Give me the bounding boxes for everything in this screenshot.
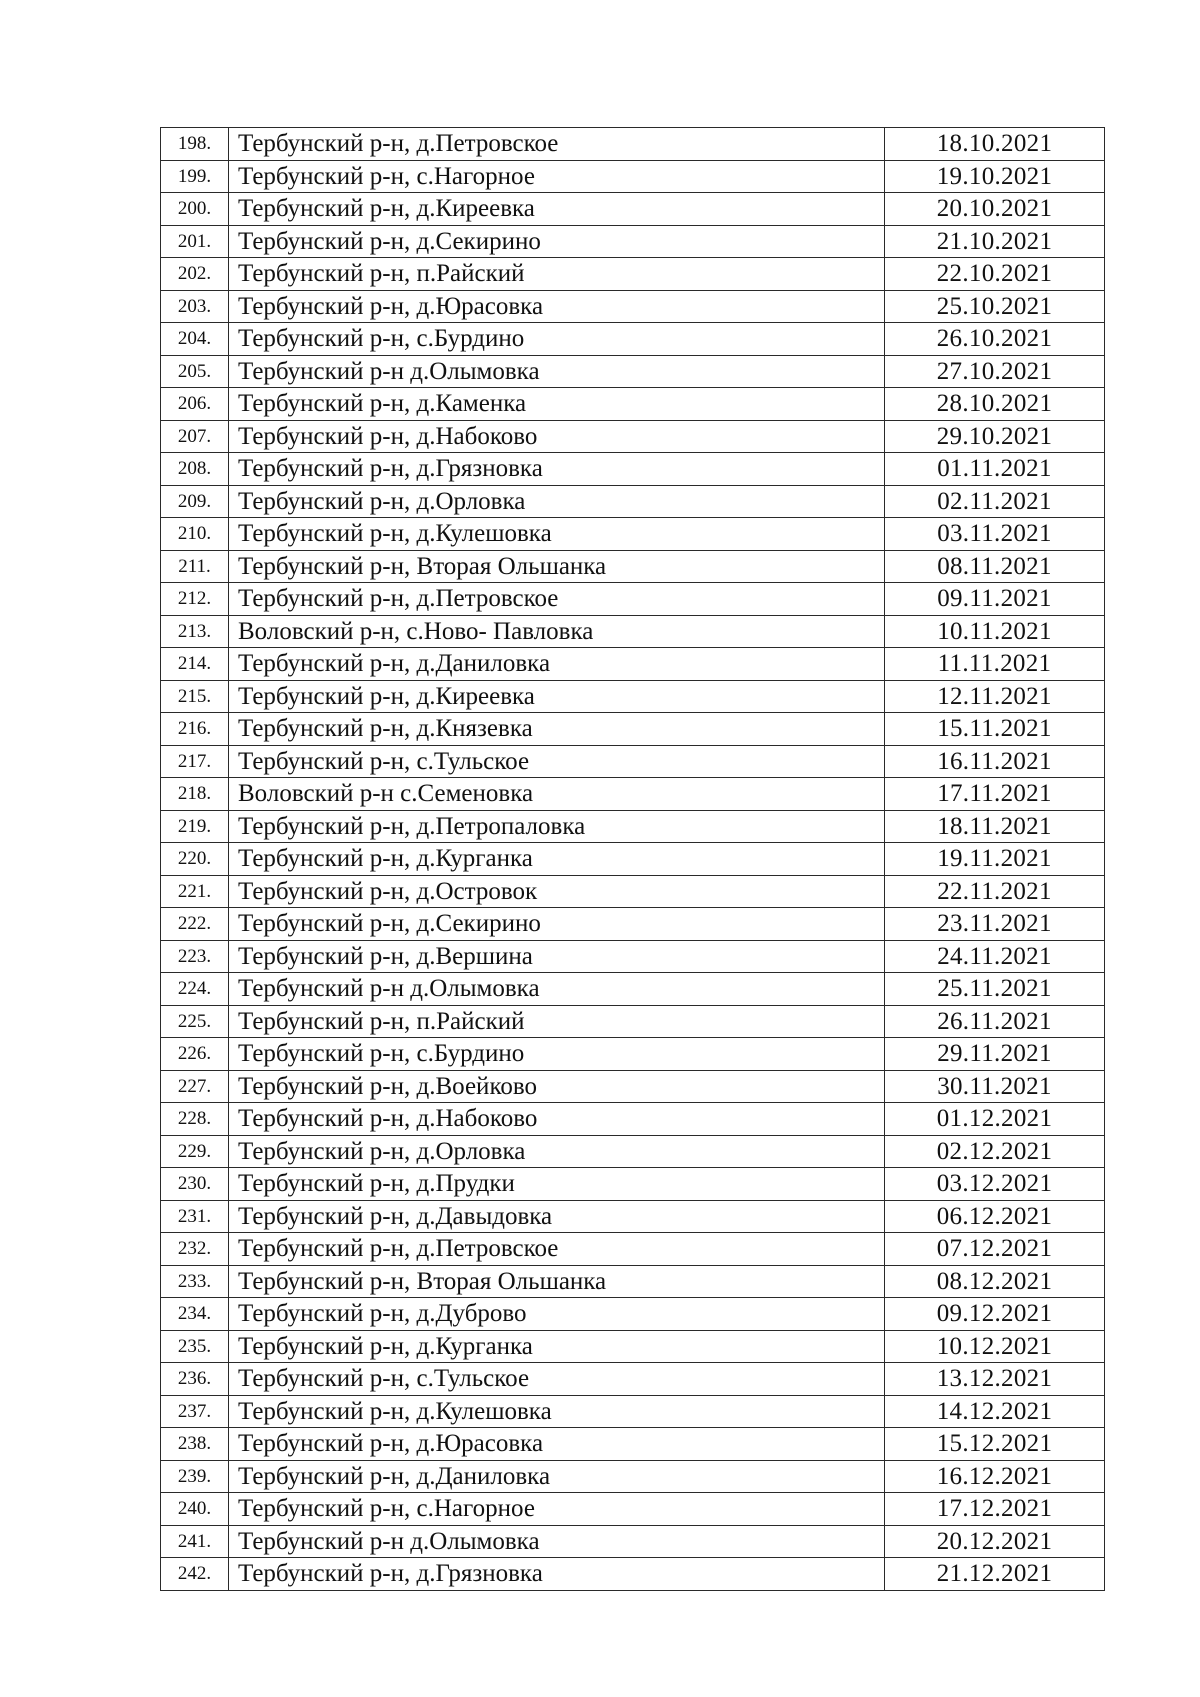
row-number: 210. [161, 518, 229, 551]
row-number: 220. [161, 843, 229, 876]
table-row [161, 680, 1105, 713]
row-date: 16.11.2021 [885, 745, 1105, 778]
row-date: 21.12.2021 [885, 1558, 1105, 1591]
row-date: 18.10.2021 [885, 128, 1105, 161]
row-date: 13.12.2021 [885, 1363, 1105, 1396]
row-number: 233. [161, 1265, 229, 1298]
row-number: 240. [161, 1493, 229, 1526]
row-date: 07.12.2021 [885, 1233, 1105, 1266]
table-row [161, 875, 1105, 908]
row-location: Тербунский р-н, д.Набоково [229, 420, 885, 453]
row-location: Тербунский р-н, д.Каменка [229, 388, 885, 421]
row-number: 221. [161, 875, 229, 908]
row-location: Тербунский р-н, с.Нагорное [229, 1493, 885, 1526]
row-number: 205. [161, 355, 229, 388]
row-number: 227. [161, 1070, 229, 1103]
row-date: 29.11.2021 [885, 1038, 1105, 1071]
table-row [161, 648, 1105, 681]
row-location: Тербунский р-н, д.Кулешовка [229, 1395, 885, 1428]
row-location: Тербунский р-н, д.Грязновка [229, 1558, 885, 1591]
row-date: 15.11.2021 [885, 713, 1105, 746]
table-row [161, 550, 1105, 583]
row-location: Тербунский р-н, д.Даниловка [229, 1460, 885, 1493]
table-row [161, 518, 1105, 551]
table-row [161, 225, 1105, 258]
row-number: 202. [161, 258, 229, 291]
row-date: 28.10.2021 [885, 388, 1105, 421]
row-number: 216. [161, 713, 229, 746]
row-number: 219. [161, 810, 229, 843]
table-row [161, 843, 1105, 876]
table-row [161, 1395, 1105, 1428]
table-row [161, 388, 1105, 421]
table-row [161, 810, 1105, 843]
row-number: 211. [161, 550, 229, 583]
row-location: Тербунский р-н, д.Юрасовка [229, 290, 885, 323]
row-date: 20.10.2021 [885, 193, 1105, 226]
row-location: Тербунский р-н, с.Бурдино [229, 1038, 885, 1071]
table-row [161, 1233, 1105, 1266]
table-row [161, 420, 1105, 453]
table-row [161, 1363, 1105, 1396]
row-location: Тербунский р-н, д.Воейково [229, 1070, 885, 1103]
row-location: Тербунский р-н д.Олымовка [229, 973, 885, 1006]
row-date: 27.10.2021 [885, 355, 1105, 388]
row-location: Тербунский р-н, д.Секирино [229, 225, 885, 258]
row-number: 231. [161, 1200, 229, 1233]
table-row [161, 1298, 1105, 1331]
row-date: 21.10.2021 [885, 225, 1105, 258]
row-location: Тербунский р-н, д.Киреевка [229, 193, 885, 226]
row-number: 199. [161, 160, 229, 193]
row-date: 10.11.2021 [885, 615, 1105, 648]
row-number: 218. [161, 778, 229, 811]
row-date: 24.11.2021 [885, 940, 1105, 973]
row-location: Тербунский р-н, д.Киреевка [229, 680, 885, 713]
table-row [161, 1265, 1105, 1298]
row-number: 217. [161, 745, 229, 778]
row-number: 235. [161, 1330, 229, 1363]
row-location: Тербунский р-н, д.Секирино [229, 908, 885, 941]
row-location: Тербунский р-н, д.Вершина [229, 940, 885, 973]
schedule-table [160, 127, 1105, 1591]
row-location: Тербунский р-н д.Олымовка [229, 355, 885, 388]
row-number: 212. [161, 583, 229, 616]
row-number: 208. [161, 453, 229, 486]
row-number: 237. [161, 1395, 229, 1428]
table-row [161, 713, 1105, 746]
row-number: 198. [161, 128, 229, 161]
row-location: Тербунский р-н, д.Юрасовка [229, 1428, 885, 1461]
table-row [161, 1103, 1105, 1136]
row-number: 236. [161, 1363, 229, 1396]
row-number: 228. [161, 1103, 229, 1136]
row-date: 03.12.2021 [885, 1168, 1105, 1201]
row-date: 02.12.2021 [885, 1135, 1105, 1168]
table-row [161, 290, 1105, 323]
row-date: 01.12.2021 [885, 1103, 1105, 1136]
row-location: Тербунский р-н, Вторая Ольшанка [229, 550, 885, 583]
row-location: Тербунский р-н, п.Райский [229, 1005, 885, 1038]
table-row [161, 940, 1105, 973]
row-location: Тербунский р-н, д.Курганка [229, 843, 885, 876]
table-row [161, 1525, 1105, 1558]
row-location: Тербунский р-н, д.Князевка [229, 713, 885, 746]
row-location: Тербунский р-н, д.Петровское [229, 583, 885, 616]
row-location: Тербунский р-н, д.Орловка [229, 485, 885, 518]
row-location: Тербунский р-н, д.Давыдовка [229, 1200, 885, 1233]
row-number: 238. [161, 1428, 229, 1461]
row-location: Тербунский р-н д.Олымовка [229, 1525, 885, 1558]
row-number: 242. [161, 1558, 229, 1591]
row-location: Тербунский р-н, д.Прудки [229, 1168, 885, 1201]
row-location: Тербунский р-н, с.Нагорное [229, 160, 885, 193]
row-location: Тербунский р-н, с.Тульское [229, 745, 885, 778]
table-row [161, 778, 1105, 811]
row-number: 207. [161, 420, 229, 453]
row-number: 226. [161, 1038, 229, 1071]
row-date: 18.11.2021 [885, 810, 1105, 843]
row-date: 30.11.2021 [885, 1070, 1105, 1103]
row-date: 25.11.2021 [885, 973, 1105, 1006]
row-date: 15.12.2021 [885, 1428, 1105, 1461]
schedule-table-body [161, 128, 1105, 1591]
row-number: 225. [161, 1005, 229, 1038]
row-number: 201. [161, 225, 229, 258]
row-location: Воловский р-н, с.Ново- Павловка [229, 615, 885, 648]
row-date: 08.11.2021 [885, 550, 1105, 583]
row-date: 19.11.2021 [885, 843, 1105, 876]
table-row [161, 583, 1105, 616]
row-date: 29.10.2021 [885, 420, 1105, 453]
table-row [161, 193, 1105, 226]
row-number: 213. [161, 615, 229, 648]
row-date: 25.10.2021 [885, 290, 1105, 323]
row-number: 204. [161, 323, 229, 356]
row-date: 08.12.2021 [885, 1265, 1105, 1298]
row-number: 241. [161, 1525, 229, 1558]
row-location: Тербунский р-н, п.Райский [229, 258, 885, 291]
table-row [161, 745, 1105, 778]
row-date: 03.11.2021 [885, 518, 1105, 551]
table-row [161, 485, 1105, 518]
row-date: 11.11.2021 [885, 648, 1105, 681]
table-row [161, 1460, 1105, 1493]
table-row [161, 453, 1105, 486]
row-date: 01.11.2021 [885, 453, 1105, 486]
row-number: 206. [161, 388, 229, 421]
row-location: Тербунский р-н, д.Дуброво [229, 1298, 885, 1331]
row-number: 223. [161, 940, 229, 973]
row-number: 209. [161, 485, 229, 518]
row-date: 20.12.2021 [885, 1525, 1105, 1558]
row-date: 09.12.2021 [885, 1298, 1105, 1331]
row-location: Воловский р-н с.Семеновка [229, 778, 885, 811]
row-number: 214. [161, 648, 229, 681]
table-row [161, 1168, 1105, 1201]
row-location: Тербунский р-н, д.Орловка [229, 1135, 885, 1168]
table-row [161, 1135, 1105, 1168]
row-date: 12.11.2021 [885, 680, 1105, 713]
table-row [161, 355, 1105, 388]
row-location: Тербунский р-н, д.Грязновка [229, 453, 885, 486]
row-location: Тербунский р-н, д.Островок [229, 875, 885, 908]
table-row [161, 908, 1105, 941]
table-row [161, 1038, 1105, 1071]
table-row [161, 973, 1105, 1006]
row-number: 234. [161, 1298, 229, 1331]
row-location: Тербунский р-н, д.Курганка [229, 1330, 885, 1363]
row-location: Тербунский р-н, д.Петропаловка [229, 810, 885, 843]
table-row [161, 160, 1105, 193]
row-date: 22.11.2021 [885, 875, 1105, 908]
row-date: 09.11.2021 [885, 583, 1105, 616]
row-number: 215. [161, 680, 229, 713]
row-number: 229. [161, 1135, 229, 1168]
row-number: 232. [161, 1233, 229, 1266]
table-row [161, 1428, 1105, 1461]
row-location: Тербунский р-н, Вторая Ольшанка [229, 1265, 885, 1298]
row-date: 06.12.2021 [885, 1200, 1105, 1233]
table-row [161, 1558, 1105, 1591]
table-row [161, 1330, 1105, 1363]
row-location: Тербунский р-н, д.Набоково [229, 1103, 885, 1136]
row-number: 200. [161, 193, 229, 226]
row-date: 02.11.2021 [885, 485, 1105, 518]
row-date: 19.10.2021 [885, 160, 1105, 193]
table-row [161, 615, 1105, 648]
row-date: 17.12.2021 [885, 1493, 1105, 1526]
row-location: Тербунский р-н, д.Петровское [229, 1233, 885, 1266]
row-location: Тербунский р-н, д.Кулешовка [229, 518, 885, 551]
row-date: 26.10.2021 [885, 323, 1105, 356]
table-row [161, 1070, 1105, 1103]
row-date: 17.11.2021 [885, 778, 1105, 811]
table-row [161, 258, 1105, 291]
table-row [161, 1005, 1105, 1038]
row-date: 26.11.2021 [885, 1005, 1105, 1038]
row-number: 224. [161, 973, 229, 1006]
row-number: 203. [161, 290, 229, 323]
row-location: Тербунский р-н, д.Даниловка [229, 648, 885, 681]
row-number: 230. [161, 1168, 229, 1201]
row-date: 10.12.2021 [885, 1330, 1105, 1363]
row-date: 22.10.2021 [885, 258, 1105, 291]
row-location: Тербунский р-н, с.Бурдино [229, 323, 885, 356]
row-location: Тербунский р-н, с.Тульское [229, 1363, 885, 1396]
table-row [161, 1200, 1105, 1233]
row-number: 239. [161, 1460, 229, 1493]
table-row [161, 128, 1105, 161]
table-row [161, 1493, 1105, 1526]
table-row [161, 323, 1105, 356]
row-location: Тербунский р-н, д.Петровское [229, 128, 885, 161]
row-number: 222. [161, 908, 229, 941]
row-date: 16.12.2021 [885, 1460, 1105, 1493]
row-date: 14.12.2021 [885, 1395, 1105, 1428]
row-date: 23.11.2021 [885, 908, 1105, 941]
